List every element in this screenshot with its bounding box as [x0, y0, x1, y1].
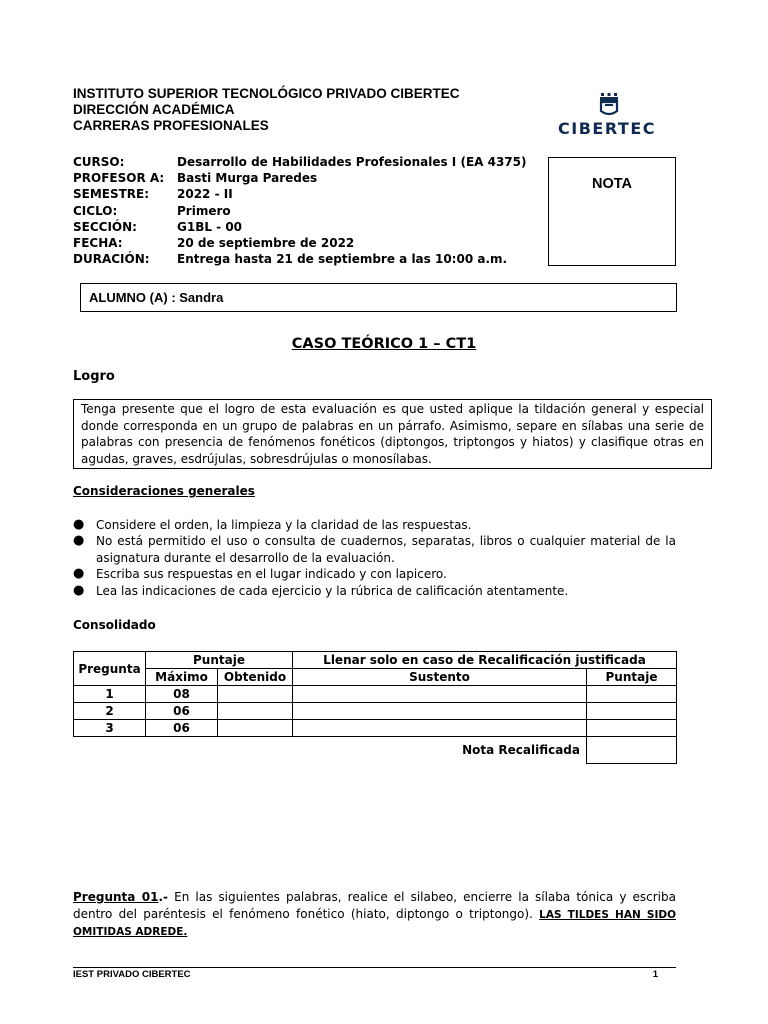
nota-box[interactable] — [548, 157, 676, 266]
list-item-text: Lea las indicaciones de cada ejercicio y la rúbrica de calificación atentamente. — [96, 583, 569, 598]
tower-emblem-icon — [596, 92, 622, 118]
list-item-text: No está permitido el uso o consulta de cuadernos, separatas, libros o cualquier material de la asignatura durante el desarrollo de la evaluación. — [96, 534, 676, 565]
cell-puntaje[interactable] — [587, 703, 677, 720]
pregunta-01-label: Pregunta 01 — [73, 890, 159, 904]
consolidado-table — [73, 651, 677, 764]
cell-obtenido[interactable] — [218, 720, 293, 737]
careers-name: CARRERAS PROFESIONALES — [73, 118, 269, 133]
tildes-note: LAS TILDES HAN SIDO OMITIDAS ADREDE. — [73, 908, 676, 938]
header-pregunta: Pregunta — [74, 652, 146, 686]
table-row — [74, 686, 677, 703]
cibertec-logo — [558, 92, 668, 140]
list-item-text: Escriba sus respuestas en el lugar indicado y con lapicero. — [96, 567, 447, 582]
cell-sustento[interactable] — [293, 720, 587, 737]
info-label: FECHA: — [73, 235, 123, 250]
info-value: Basti Murga Paredes — [177, 171, 318, 186]
header-recalificacion: Llenar solo en caso de Recalificación justificada — [293, 652, 677, 669]
info-label: SECCIÓN: — [73, 219, 137, 234]
cell-obtenido[interactable] — [218, 703, 293, 720]
logro-text: Tenga presente que el logro de esta evaluación es que usted aplique la tildación general y especial donde corresponda en un grupo de palabras en un párrafo. Asimismo, separe en sílabas una serie de palabras con presencia de fenómenos fonéticos (diptongos, triptongos y hiatos) y clasifique otras en agudas, graves, esdrújulas, sobresdrújulas o monosílabas. — [73, 399, 712, 469]
cell-maximo: 06 — [146, 703, 218, 720]
table-row — [74, 703, 677, 720]
info-row-semestre — [73, 186, 526, 202]
cell-sustento[interactable] — [293, 686, 587, 703]
logo-wordmark: CIBERTEC — [558, 119, 657, 138]
header-obtenido: Obtenido — [218, 669, 293, 686]
cell-sustento[interactable] — [293, 703, 587, 720]
course-info — [73, 154, 526, 267]
pregunta-01-sep: .- — [158, 890, 169, 904]
info-label: CICLO: — [73, 203, 118, 218]
cell-pregunta: 3 — [74, 720, 146, 737]
info-row-profesor — [73, 170, 526, 186]
header-puntaje-recal: Puntaje — [587, 669, 677, 686]
header-sustento: Sustento — [293, 669, 587, 686]
cell-puntaje[interactable] — [587, 686, 677, 703]
nota-label: NOTA — [591, 176, 632, 192]
nota-recalificada-field[interactable] — [587, 737, 677, 764]
info-label: DURACIÓN: — [73, 252, 150, 267]
pregunta-01-text: En las siguientes palabras, realice el silabeo, encierre la sílaba tónica y escriba dentro del paréntesis el fenómeno fonético (hiato, diptongo o triptongo). — [73, 890, 676, 921]
list-item-text: Considere el orden, la limpieza y la claridad de las respuestas. — [96, 518, 472, 532]
table-header-row — [74, 652, 677, 669]
header-maximo: Máximo — [146, 669, 218, 686]
info-label: SEMESTRE: — [73, 187, 150, 202]
list-item — [73, 533, 676, 566]
info-value: Desarrollo de Habilidades Profesionales I (EA 4375) — [177, 155, 527, 169]
considerations-list — [73, 517, 676, 599]
institute-name: INSTITUTO SUPERIOR TECNOLÓGICO PRIVADO CIBERTEC — [73, 86, 460, 101]
list-item — [73, 566, 676, 582]
info-row-duracion — [73, 251, 526, 267]
pregunta-01 — [73, 889, 676, 941]
info-row-seccion — [73, 219, 526, 235]
footer-divider — [73, 967, 676, 968]
list-item — [73, 517, 676, 533]
consolidado-heading: Consolidado — [73, 618, 156, 632]
bullet-icon: ● — [73, 582, 85, 598]
footer-institution: IEST PRIVADO CIBERTEC — [73, 969, 191, 980]
info-value: 20 de septiembre de 2022 — [177, 235, 355, 250]
bullet-icon: ● — [73, 533, 85, 549]
list-item — [73, 583, 676, 599]
considerations-heading: Consideraciones generales — [73, 484, 255, 498]
cell-obtenido[interactable] — [218, 686, 293, 703]
info-value: Primero — [177, 203, 231, 218]
cell-pregunta: 1 — [74, 686, 146, 703]
cell-pregunta: 2 — [74, 703, 146, 720]
table-row — [74, 720, 677, 737]
info-row-curso — [73, 154, 526, 170]
info-row-fecha — [73, 235, 526, 251]
nota-recalificada-row — [74, 737, 677, 764]
cell-maximo: 08 — [146, 686, 218, 703]
info-value: 2022 - II — [177, 187, 233, 202]
info-label: CURSO: — [73, 155, 125, 169]
bullet-icon: ● — [73, 517, 85, 532]
bullet-icon: ● — [73, 566, 85, 582]
header-puntaje: Puntaje — [146, 652, 293, 669]
info-value: Entrega hasta 21 de septiembre a las 10:00 a.m. — [177, 252, 508, 267]
nota-recalificada-label: Nota Recalificada — [462, 743, 580, 758]
page-title: CASO TEÓRICO 1 – CT1 — [291, 336, 477, 352]
table-subheader-row — [74, 669, 677, 686]
cell-maximo: 06 — [146, 720, 218, 737]
info-row-ciclo — [73, 203, 526, 219]
info-label: PROFESOR A: — [73, 171, 165, 186]
cell-puntaje[interactable] — [587, 720, 677, 737]
logro-heading: Logro — [73, 369, 115, 384]
page-number: 1 — [652, 969, 658, 980]
info-value: G1BL - 00 — [177, 219, 243, 234]
student-name-field[interactable]: ALUMNO (A) : Sandra — [80, 283, 677, 312]
direction-name: DIRECCIÓN ACADÉMICA — [73, 102, 235, 117]
